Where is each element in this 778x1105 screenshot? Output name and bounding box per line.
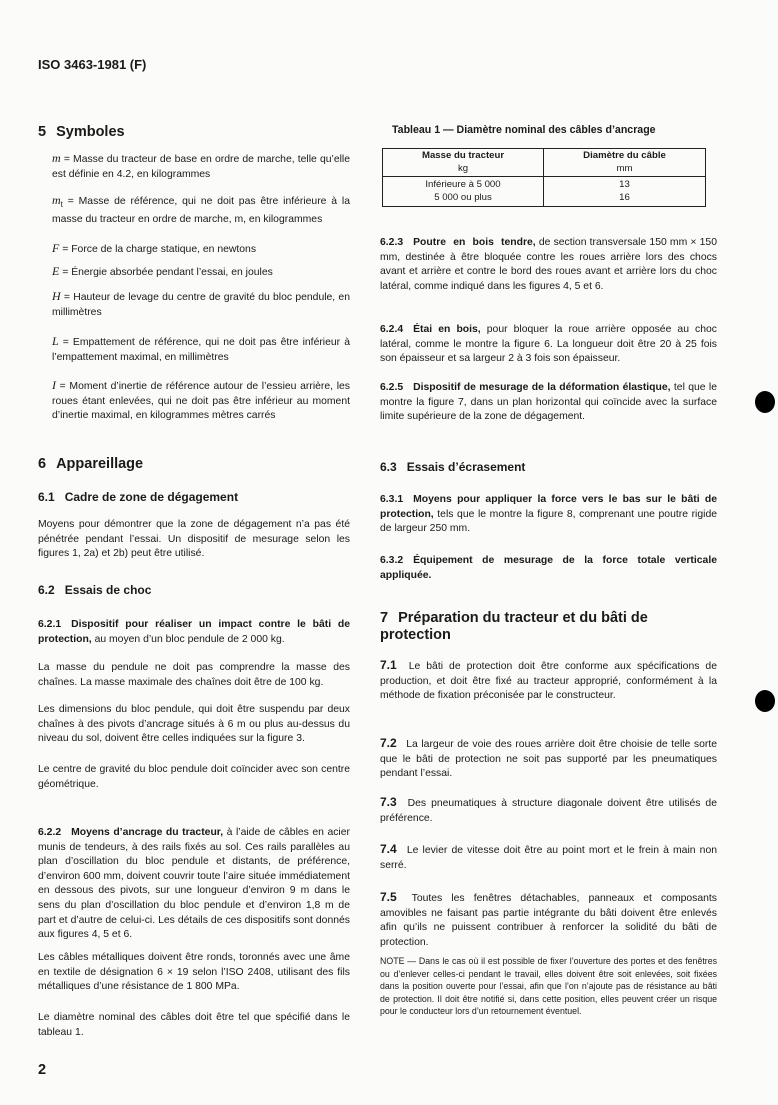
symbol-definition bbox=[52, 378, 350, 424]
section-title: Appareillage bbox=[56, 456, 144, 472]
section-title: Essais de choc bbox=[64, 583, 152, 597]
clause-number: 7.2 bbox=[380, 736, 397, 750]
header-label: Diamètre du câble bbox=[583, 150, 666, 161]
clause-text: tel que le montre la figure 7, dans un plan horizontal qui coïncide avec la surface limite supérieure de la zone de dégagement. bbox=[380, 382, 717, 423]
table-title: Tableau 1 — Diamètre nominal des câbles d’ancrage bbox=[392, 124, 656, 136]
paragraph-6-2-1 bbox=[38, 618, 350, 647]
clause-text: pour bloquer la roue arrière opposée au choc latéral, comme le montre la figure 6. La longueur doit être 20 à 25 fois son épaisseur et sa largeur 2 à 3 fois son épaisseur. bbox=[380, 324, 718, 365]
section-6-heading bbox=[38, 456, 143, 473]
symbol-text: = Masse de référence, qui ne doit pas être inférieure à la masse du tracteur en ordre de marche, m, en kilogrammes bbox=[52, 196, 350, 225]
symbol-text: = Empattement de référence, qui ne doit pas être inférieur à l’empattement maximal, en millimètres bbox=[52, 337, 350, 363]
clause-text: à l’aide de câbles en acier munis de tendeurs, à des rails fixés au sol. Ces rails parallèles au plan d’oscillation du bloc pendule et distants, de préférence, d’environ 600 mm, doivent couvrir toute l’aire située immédiatement en dessous des pivots, sur une longueur d’environ 9 m dans le sens du plan d’oscillation du bloc pendule et d’environ 1,8 m de part et d’autre de celui-ci. Les détails de ces dispositifs sont donnés aux figures 4, 5 et 6. bbox=[38, 827, 350, 941]
clause-number: 6.2.4 bbox=[380, 324, 404, 335]
section-title: Symboles bbox=[56, 124, 125, 140]
symbol-text: = Masse du tracteur de base en ordre de marche, telle qu’elle est définie en 4.2, en kilogrammes bbox=[52, 154, 350, 180]
symbol: E bbox=[52, 264, 60, 278]
paragraph-6-3-2 bbox=[380, 554, 717, 583]
section-title: Cadre de zone de dégagement bbox=[64, 490, 239, 504]
clause-number: 7.5 bbox=[380, 890, 397, 904]
clause-7-2 bbox=[380, 736, 717, 782]
section-5-heading bbox=[38, 124, 125, 141]
clause-7-3 bbox=[380, 795, 717, 826]
clause-lead: Dispositif de mesurage de la déformation élastique, bbox=[413, 382, 671, 393]
page-number: 2 bbox=[38, 1062, 47, 1078]
symbol-subscript: t bbox=[60, 200, 63, 210]
symbol-text: = Hauteur de levage du centre de gravité du bloc pendule, en millimètres bbox=[52, 292, 350, 318]
section-number: 6 bbox=[38, 456, 47, 472]
clause-number: 6.3.2 bbox=[380, 555, 404, 566]
table-row bbox=[383, 192, 706, 207]
section-number: 5 bbox=[38, 124, 47, 140]
clause-number: 7.1 bbox=[380, 658, 397, 672]
symbol-definition bbox=[52, 289, 350, 320]
table-row bbox=[383, 177, 706, 192]
header-unit: mm bbox=[616, 162, 633, 174]
table-cell: 16 bbox=[544, 192, 706, 207]
table-header-diameter bbox=[544, 149, 706, 177]
table-header-mass bbox=[383, 149, 544, 177]
clause-lead: Dispositif pour réaliser un impact contre le bâti de protection, bbox=[38, 619, 350, 645]
clause-lead: Moyens d’ancrage du tracteur, bbox=[71, 827, 224, 838]
margin-punch-mark bbox=[755, 391, 775, 413]
paragraph-6-3-1 bbox=[380, 493, 717, 537]
symbol-definition bbox=[52, 264, 350, 281]
clause-7-4 bbox=[380, 842, 717, 873]
symbol-definition bbox=[52, 151, 350, 182]
paragraph-6-2-4 bbox=[380, 323, 717, 367]
section-number: 6.1 bbox=[38, 490, 55, 504]
section-number: 6.2 bbox=[38, 583, 55, 597]
paragraph-pendulum-mass: La masse du pendule ne doit pas comprendre la masse des chaînes. La masse maximale des chaînes doit être de 100 kg. bbox=[38, 662, 350, 688]
clause-text: au moyen d’un bloc pendule de 2 000 kg. bbox=[91, 633, 285, 645]
clause-number: 6.3.1 bbox=[380, 494, 404, 505]
symbol-definition bbox=[52, 334, 350, 365]
clause-text: Toutes les fenêtres détachables, panneaux et composants amovibles ne faisant pas partie intégrante du bâti doivent être enlevés afin qu’ils ne puissent contribuer à renforcer la solidité du bâti de protection. bbox=[380, 893, 717, 948]
clause-7-5 bbox=[380, 890, 717, 950]
symbol: I bbox=[52, 378, 56, 392]
clause-lead: Étai en bois, bbox=[413, 324, 481, 335]
cable-diameter-table bbox=[382, 148, 706, 207]
symbol-definition bbox=[52, 241, 350, 258]
document-header: ISO 3463-1981 (F) bbox=[38, 57, 147, 72]
symbol: H bbox=[52, 289, 61, 303]
header-unit: kg bbox=[457, 162, 469, 174]
symbol-definition bbox=[52, 193, 350, 227]
paragraph-pendulum-center: Le centre de gravité du bloc pendule doit coïncider avec son centre géométrique. bbox=[38, 764, 350, 790]
clause-number: 7.4 bbox=[380, 842, 397, 856]
table-cell: 13 bbox=[544, 177, 706, 192]
clause-text: tels que le montre la figure 8, comprenant une poutre rigide de largeur 250 mm. bbox=[380, 508, 717, 535]
symbol: m bbox=[52, 151, 61, 165]
clause-lead: Moyens pour appliquer la force vers le bas sur le bâti de protection, bbox=[380, 494, 717, 520]
paragraph-6-2-5 bbox=[380, 381, 717, 425]
section-6-1-heading bbox=[38, 490, 238, 504]
clause-number: 6.2.1 bbox=[38, 619, 62, 630]
symbol-text: = Moment d’inertie de référence autour de l’essieu arrière, les roues étant enlevées, qui ne doit pas être inférieur au moment d’inertie maximal, en kilogrammes mètres carrés bbox=[52, 381, 350, 422]
section-number: 6.3 bbox=[380, 460, 397, 474]
clause-7-1 bbox=[380, 658, 717, 704]
header-label: Masse du tracteur bbox=[421, 150, 505, 161]
paragraph-6-1: Moyens pour démontrer que la zone de dégagement n’a pas été pénétrée pendant l’essai. Un dispositif de mesurage selon les figures 1, 2a) et 2b) peut être utilisé. bbox=[38, 519, 350, 560]
paragraph-6-2-3 bbox=[380, 236, 717, 294]
symbol-text: = Force de la charge statique, en newtons bbox=[62, 244, 257, 255]
table-cell: Inférieure à 5 000 bbox=[383, 177, 544, 192]
note: NOTE — Dans le cas où il est possible de fixer l’ouverture des portes et des fenêtres ou d’enlever celles-ci pendant le travail, elles doivent être soit enlevées, soit fixées dans la position ouverte pour l’essai, afin que l’on n’ajoute pas de résistance au bâti de protection. Il doit être notifié si, dans cette position, elles peuvent créer un risque pour le conducteur lors d’un retournement éventuel. bbox=[380, 956, 717, 1017]
symbol: m bbox=[52, 193, 61, 207]
paragraph-pendulum-dimensions: Les dimensions du bloc pendule, qui doit être suspendu par deux chaînes à des pivots d’ancrage situés à 6 m ou plus au-dessus du niveau du sol, doivent être celles indiquées sur la figure 3. bbox=[38, 704, 350, 745]
paragraph-cables: Les câbles métalliques doivent être ronds, toronnés avec une âme en textile de désignation 6 × 19 selon l’ISO 2408, utilisant des fils métalliques d’une résistance de 1 800 MPa. bbox=[38, 952, 350, 993]
symbol: F bbox=[52, 241, 60, 255]
clause-number: 6.2.3 bbox=[380, 237, 404, 248]
clause-lead: Équipement de mesurage de la force totale verticale appliquée. bbox=[380, 555, 717, 581]
clause-lead: Poutre en bois tendre, bbox=[413, 237, 536, 248]
clause-text: de section transversale 150 mm × 150 mm, destinée à être bloquée contre les roues arrière lors des chocs avant et arrière et contre le bord des roues avant et arrière lors du choc latéral, comme indiqué dans les figures 4, 5 et 6. bbox=[380, 237, 717, 292]
symbol: L bbox=[52, 334, 59, 348]
clause-text: Des pneumatiques à structure diagonale doivent être utilisés de préférence. bbox=[380, 798, 717, 824]
paragraph-6-2-2 bbox=[38, 826, 350, 943]
clause-text: Le bâti de protection doit être conforme aux spécifications de production, et doit être fixé au tracteur approprié, conformément à la méthode de fixation préconisée par le constructeur. bbox=[380, 661, 717, 702]
section-title: Préparation du tracteur et du bâti de protection bbox=[380, 610, 648, 643]
section-title: Essais d’écrasement bbox=[406, 460, 526, 474]
table-cell: 5 000 ou plus bbox=[383, 192, 544, 207]
clause-number: 6.2.5 bbox=[380, 382, 404, 393]
section-6-2-heading bbox=[38, 583, 151, 597]
clause-text: Le levier de vitesse doit être au point mort et le frein à main non serré. bbox=[380, 845, 717, 871]
clause-number: 6.2.2 bbox=[38, 827, 62, 838]
clause-text: La largeur de voie des roues arrière doit être choisie de telle sorte que le bâti de protection ne soit pas supporté par les pneumatiques pendant l’essai. bbox=[380, 739, 717, 780]
symbol-text: = Énergie absorbée pendant l’essai, en joules bbox=[62, 267, 273, 278]
section-7-heading bbox=[380, 610, 700, 644]
section-6-3-heading bbox=[380, 460, 525, 474]
section-number: 7 bbox=[380, 610, 389, 626]
clause-number: 7.3 bbox=[380, 795, 397, 809]
margin-punch-mark bbox=[755, 690, 775, 712]
paragraph-cable-diameter: Le diamètre nominal des câbles doit être tel que spécifié dans le tableau 1. bbox=[38, 1012, 350, 1038]
